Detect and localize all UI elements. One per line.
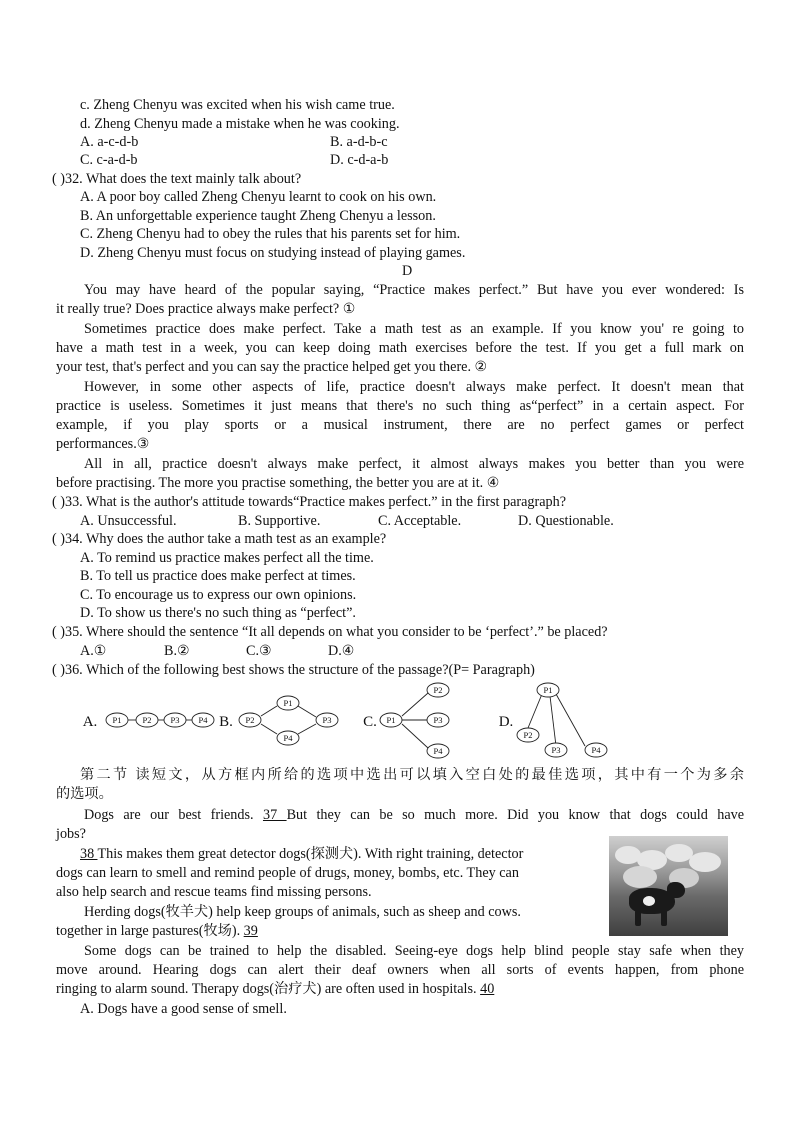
option-a: A. Dogs have a good sense of smell.	[80, 1001, 287, 1017]
s2-p4-line1: Some dogs can be trained to help the disabled. Seeing-eye dogs help blind people stay safe when they	[84, 943, 744, 959]
q32-choice-c: C. Zheng Chenyu had to obey the rules that his parents set for him.	[80, 226, 461, 242]
q33-stem: ( )33. What is the author's attitude towards“Practice makes perfect.” in the first paragraph?	[52, 494, 567, 510]
q35-choice-d: D.④	[328, 643, 355, 659]
passage-p3-line4: performances.③	[56, 436, 150, 452]
passage-p2-line3: your test, that's perfect and you can say the practice helped get you there. ②	[56, 359, 488, 375]
q33-choice-a: A. Unsuccessful.	[80, 513, 177, 529]
passage-p4-line1: All in all, practice doesn't always make perfect, it almost always makes you better than you were	[84, 456, 744, 472]
passage-p3-line1: However, in some other aspects of life, practice doesn't always make perfect. It doesn't mean that	[84, 379, 744, 395]
q34-stem: ( )34. Why does the author take a math test as an example?	[52, 531, 387, 547]
q33-choice-c: C. Acceptable.	[378, 513, 462, 529]
node-a-p1: P1	[112, 715, 122, 725]
blank-39[interactable]: 39	[243, 923, 258, 939]
s2-p1-line1: Dogs are our best friends. 37 But they can be so much more. Did you know that dogs could have	[84, 807, 745, 823]
blank-38[interactable]: 38	[80, 846, 98, 862]
q36-stem: ( )36. Which of the following best shows the structure of the passage?(P= Paragraph)	[52, 662, 535, 678]
node-d-p4: P4	[591, 745, 601, 755]
passage-p2-line1: Sometimes practice does make perfect. Take a math test as an example. If you know you' re going to	[84, 321, 744, 337]
q35-choice-c: C.③	[246, 643, 272, 659]
q35-stem: ( )35. Where should the sentence “It all depends on what you consider to be ‘perfect’.” be placed?	[52, 624, 608, 640]
passage-p3-line3: example, if you play sports or a musical instrument, there are no perfect games or perfect	[56, 417, 744, 433]
blank-37[interactable]: 37	[262, 807, 287, 823]
herding-dog-photo	[609, 836, 728, 936]
q34-choice-d: D. To show us there's no such thing as “perfect”.	[80, 605, 356, 621]
q36-label-b: B.	[219, 714, 233, 730]
passage-p1-line2: it really true? Does practice always make perfect? ①	[56, 301, 356, 317]
s2-p1-line2: jobs?	[56, 826, 86, 842]
q34-choice-a: A. To remind us practice makes perfect all the time.	[80, 550, 374, 566]
node-d-p3: P3	[551, 745, 561, 755]
q31-choice-b: B. a-d-b-c	[330, 134, 388, 150]
s2-p2-line1: 38 This makes them great detector dogs(探测犬). With right training, detector	[80, 846, 524, 862]
passage-p3-line2: practice is useless. Sometimes it just means that there's no such thing as“perfect” in a certain aspect. For	[56, 398, 744, 414]
passage-p2-line2: have a math test in a week, you can keep doing math exercises before the test. If you get a full mark on	[56, 340, 744, 356]
node-b-p1: P1	[283, 698, 293, 708]
q34-choice-b: B. To tell us practice does make perfect at times.	[80, 568, 356, 584]
node-a-p3: P3	[170, 715, 180, 725]
q32-choice-b: B. An unforgettable experience taught Zheng Chenyu a lesson.	[80, 208, 436, 224]
node-b-p3: P3	[322, 715, 332, 725]
s2-p4-line3: ringing to alarm sound. Therapy dogs(治疗犬) are often used in hospitals. 40	[56, 981, 495, 997]
q36-label-c: C.	[363, 714, 377, 730]
section2-title-line2: 的选项。	[56, 786, 113, 802]
q31-choice-a: A. a-c-d-b	[80, 134, 139, 150]
q33-choice-b: B. Supportive.	[238, 513, 321, 529]
node-c-p3: P3	[433, 715, 443, 725]
passage-p4-line2: before practising. The more you practise something, the better you are at it. ④	[56, 475, 500, 491]
section2-title-line1: 第二节 读短文，从方框内所给的选项中选出可以填入空白处的最佳选项，其中有一个为多余	[80, 767, 744, 783]
q36-label-a: A.	[82, 714, 98, 730]
q32-choice-d: D. Zheng Chenyu must focus on studying instead of playing games.	[80, 245, 466, 261]
node-b-p4: P4	[283, 733, 293, 743]
q31-choice-c: C. c-a-d-b	[80, 152, 138, 168]
node-a-p2: P2	[142, 715, 152, 725]
q35-choice-a: A.①	[80, 643, 107, 659]
q36-structure-diagrams	[80, 680, 620, 764]
passage-p1-line1: You may have heard of the popular saying, “Practice makes perfect.” But have you ever wondered: Is	[84, 282, 744, 298]
node-a-p4: P4	[198, 715, 208, 725]
s2-p3-line2: together in large pastures(牧场). 39	[56, 923, 258, 939]
passage-heading: D	[402, 263, 413, 279]
q32-choice-a: A. A poor boy called Zheng Chenyu learnt to cook on his own.	[80, 189, 437, 205]
node-c-p4: P4	[433, 746, 443, 756]
q33-choice-d: D. Questionable.	[518, 513, 614, 529]
s2-p2-line3: also help search and rescue teams find missing persons.	[56, 884, 372, 900]
q31-option-c: c. Zheng Chenyu was excited when his wish came true.	[80, 97, 395, 113]
s2-p3-line1: Herding dogs(牧羊犬) help keep groups of animals, such as sheep and cows.	[84, 904, 521, 920]
q31-choice-d: D. c-d-a-b	[330, 152, 389, 168]
blank-40[interactable]: 40	[480, 981, 495, 997]
s2-p2-line2: dogs can learn to smell and remind people of drugs, money, bombs, etc. They can	[56, 865, 519, 881]
node-c-p2: P2	[433, 685, 443, 695]
q32-stem: ( )32. What does the text mainly talk about?	[52, 171, 302, 187]
node-d-p2: P2	[523, 730, 533, 740]
node-c-p1: P1	[386, 715, 396, 725]
q36-label-d: D.	[498, 714, 514, 730]
q35-choice-b: B.②	[164, 643, 190, 659]
q31-option-d: d. Zheng Chenyu made a mistake when he was cooking.	[80, 116, 400, 132]
s2-p4-line2: move around. Hearing dogs can alert their deaf owners when all sorts of events happen, from phone	[56, 962, 744, 978]
q34-choice-c: C. To encourage us to express our own opinions.	[80, 587, 357, 603]
node-d-p1: P1	[543, 685, 553, 695]
node-b-p2: P2	[245, 715, 255, 725]
